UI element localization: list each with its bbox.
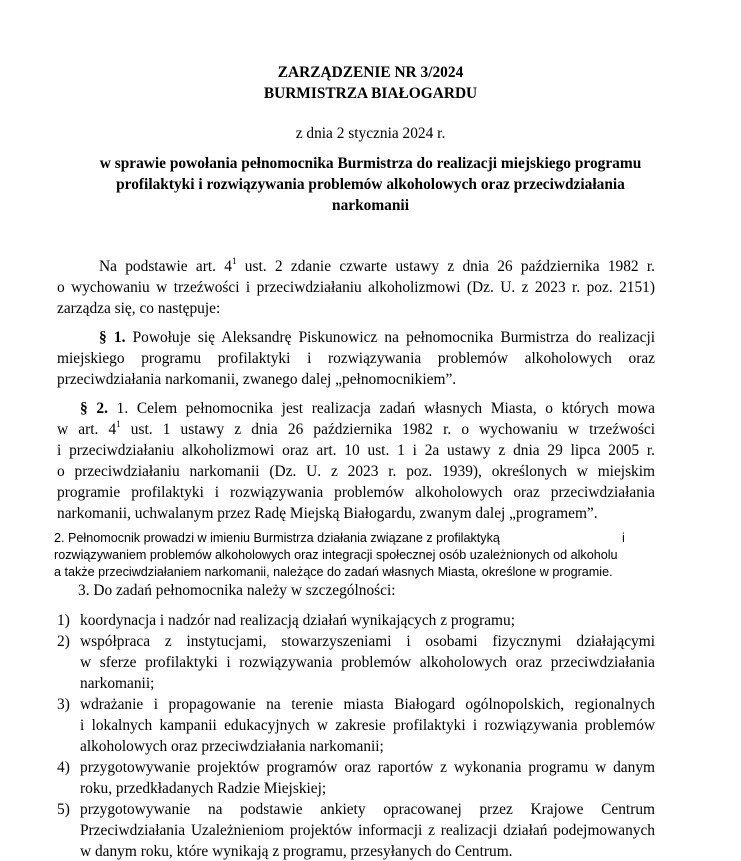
paragraph-2-mark: § 2.: [80, 400, 108, 417]
paragraph-1-line1: § 1. Powołuje się Aleksandrę Piskunowicz na pełnomocnika Burmistrza do realizacji: [99, 329, 655, 346]
paragraph-2-line2: w art. $4^1$ ust. 1 ustawy z dnia 26 października 1982 r. o wychowaniu w trzeźwości: [57, 418, 655, 438]
preamble-line1: Na podstawie art. $4^1$ ust. 2 zdanie czwarte ustawy z dnia 26 października 1982 r.: [99, 255, 656, 275]
point-2-line1: 2. Pełnomocnik prowadzi w imieniu Burmistrza działania związane z profilaktyką: [54, 531, 500, 545]
point-2-line2: rozwiązywaniem problemów alkoholowych oraz integracji społecznej osób uzależnionych od alkoholu: [54, 548, 618, 562]
list-item-number: 3): [57, 696, 70, 713]
list-item-1-line1: koordynacja i nadzór nad realizacją działań wynikających z programu;: [80, 612, 516, 629]
list-item-number: 2): [57, 633, 70, 650]
paragraph-1-line2: miejskiego programu profilaktyki i rozwiązywania problemów alkoholowych oraz: [57, 350, 655, 367]
paragraph-2-line1: § 2. 1. Celem pełnomocnika jest realizacja zadań własnych Miasta, o których mowa: [80, 400, 655, 417]
list-item-5-line2: Przeciwdziałania Uzależnieniom projektów informacji z realizacji działań podejmowanych: [80, 822, 655, 839]
list-item-number: 5): [57, 801, 70, 818]
subject-line2: profilaktyki i rozwiązywania problemów alkoholowych oraz przeciwdziałania: [116, 176, 625, 193]
list-item-5-line1: przygotowywanie na podstawie ankiety opracowanej przez Krajowe Centrum: [80, 801, 655, 818]
point-2-line3: a także przeciwdziałaniem narkomanii, należące do zadań własnych Miasta, określone w programie.: [54, 565, 613, 579]
list-item-number: 1): [57, 612, 70, 629]
paragraph-1-line3: przeciwdziałania narkomanii, zwanego dalej „pełnomocnikiem”.: [57, 371, 457, 388]
list-item-number: 4): [57, 759, 70, 776]
point-3-intro: 3. Do zadań pełnomocnika należy w szczególności:: [78, 582, 396, 599]
list-item-3-line2: i lokalnych kampanii edukacyjnych w zakresie profilaktyki i rozwiązywania problemów: [80, 717, 655, 734]
document-title-line2: BURMISTRZA BIAŁOGARDU: [263, 85, 478, 102]
preamble-line3: zarządza się, co następuje:: [57, 300, 221, 317]
paragraph-2-line5: programie profilaktyki i rozwiązywania problemów alkoholowych oraz przeciwdziałania: [57, 484, 655, 501]
list-item-2-line1: współpraca z instytucjami, stowarzyszeniami i osobami fizycznymi działającymi: [80, 633, 655, 650]
document-title-line1: ZARZĄDZENIE NR 3/2024: [277, 64, 464, 81]
subject-line1: w sprawie powołania pełnomocnika Burmistrza do realizacji miejskiego programu: [99, 155, 642, 172]
list-item-3-line3: alkoholowych oraz przeciwdziałania narkomanii;: [80, 738, 384, 755]
subject-line3: narkomanii: [332, 197, 409, 214]
paragraph-1-mark: § 1.: [99, 329, 126, 346]
list-item-2-line2: w sferze profilaktyki i rozwiązywania problemów alkoholowych oraz przeciwdziałania: [80, 654, 655, 671]
list-item-4-line2: roku, przedkładanych Radzie Miejskiej;: [80, 780, 327, 797]
list-item-4-line1: przygotowywanie projektów programów oraz raportów z wykonania programu w danym: [80, 759, 655, 776]
list-item-5-line3: w danym roku, które wynikają z programu, przesyłanych do Centrum.: [80, 843, 513, 860]
document-date: z dnia 2 stycznia 2024 r.: [295, 125, 446, 142]
paragraph-2-line3: i przeciwdziałaniu alkoholizmowi oraz art. 10 ust. 1 i 2a ustawy z dnia 29 lipca 2005 r.: [57, 442, 655, 459]
list-item-2-line3: narkomanii;: [80, 675, 155, 692]
paragraph-2-line4: o przeciwdziałaniu narkomanii (Dz. U. z 2023 r. poz. 1939), określonych w miejskim: [57, 463, 655, 480]
list-item-3-line1: wdrażanie i propagowanie na terenie miasta Białogard ogólnopolskich, regionalnych: [80, 696, 655, 713]
point-2-line1-conjunction: i: [622, 531, 625, 545]
paragraph-2-line6: narkomanii, uchwalanym przez Radę Miejską Białogardu, zwanym dalej „programem”.: [57, 505, 598, 522]
preamble-line2: o wychowaniu w trzeźwości i przeciwdziałaniu alkoholizmowi (Dz. U. z 2023 r. poz. 2151): [57, 279, 655, 296]
